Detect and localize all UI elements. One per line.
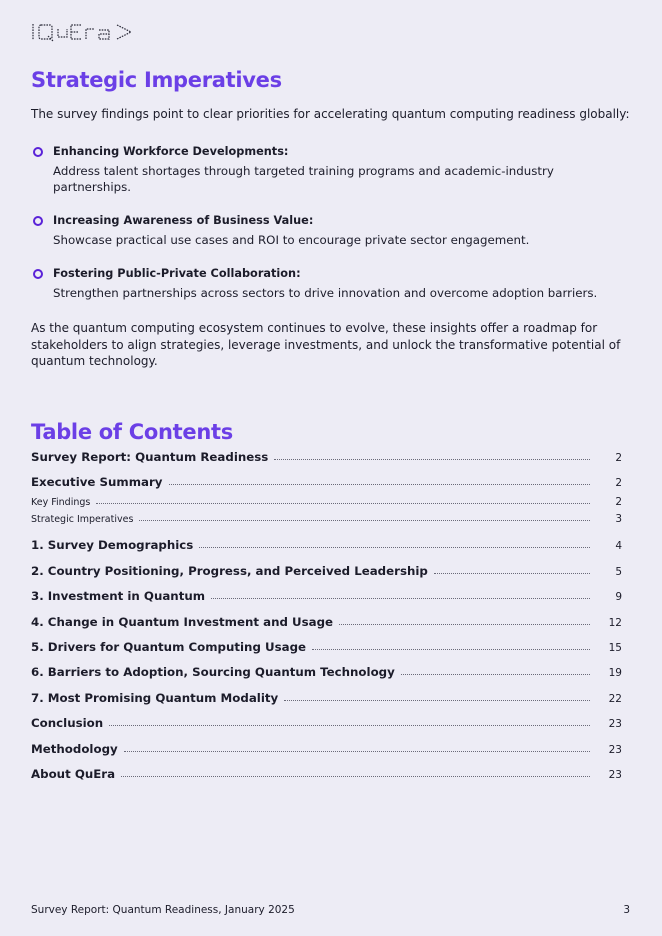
toc-leader bbox=[312, 649, 590, 650]
toc-entry-label: About QuEra bbox=[31, 767, 116, 781]
toc-entry[interactable] bbox=[31, 691, 622, 705]
toc-entry-page: 2 bbox=[615, 496, 622, 508]
toc-entry-page: 19 bbox=[608, 667, 622, 679]
toc-entry[interactable] bbox=[31, 742, 622, 756]
toc-entry[interactable] bbox=[31, 589, 622, 603]
list-item bbox=[31, 214, 631, 248]
toc-entry-label: 5. Drivers for Quantum Computing Usage bbox=[31, 640, 307, 654]
toc-heading: Table of Contents bbox=[31, 420, 233, 444]
toc-leader bbox=[211, 598, 590, 599]
toc-entry[interactable] bbox=[31, 450, 622, 464]
toc-leader bbox=[434, 573, 590, 574]
toc-entry-page: 2 bbox=[615, 452, 622, 464]
toc-entry[interactable] bbox=[31, 640, 622, 654]
toc-leader bbox=[96, 503, 590, 504]
toc-leader bbox=[274, 459, 590, 460]
toc-entry-label: 7. Most Promising Quantum Modality bbox=[31, 691, 279, 705]
toc-leader bbox=[121, 776, 590, 777]
toc-entry-label: Methodology bbox=[31, 742, 118, 756]
toc-entry-label: Conclusion bbox=[31, 716, 104, 730]
toc-entry-label: 4. Change in Quantum Investment and Usage bbox=[31, 615, 334, 629]
toc-entry-page: 2 bbox=[615, 477, 622, 489]
list-item bbox=[31, 267, 631, 301]
toc-leader bbox=[339, 624, 590, 625]
footer-report-title: Survey Report: Quantum Readiness, January 2025 bbox=[31, 904, 295, 916]
toc-entry-page: 22 bbox=[608, 693, 622, 705]
toc-leader bbox=[109, 725, 590, 726]
toc-entry[interactable] bbox=[31, 665, 622, 679]
toc-entry[interactable] bbox=[31, 513, 622, 525]
strategic-imperatives-heading: Strategic Imperatives bbox=[31, 68, 282, 92]
bullet-title: Increasing Awareness of Business Value: bbox=[53, 214, 314, 227]
bullet-ring-icon bbox=[33, 147, 43, 157]
toc-entry-label: 6. Barriers to Adoption, Sourcing Quantum Technology bbox=[31, 665, 395, 679]
toc-entry[interactable] bbox=[31, 767, 622, 781]
footer-page-number: 3 bbox=[623, 904, 630, 916]
page-footer bbox=[31, 904, 630, 916]
bullet-ring-icon bbox=[33, 269, 43, 279]
bullet-description: Address talent shortages through targeted training programs and academic-industry partnerships. bbox=[53, 164, 554, 194]
toc-entry[interactable] bbox=[31, 716, 622, 730]
toc-entry-label: Strategic Imperatives bbox=[31, 514, 134, 525]
bullet-description: Strengthen partnerships across sectors to drive innovation and overcome adoption barriers. bbox=[53, 286, 598, 300]
quera-logo bbox=[31, 22, 135, 42]
toc-entry-page: 9 bbox=[615, 591, 622, 603]
toc-entry-page: 4 bbox=[615, 540, 622, 552]
toc-leader bbox=[139, 520, 590, 521]
bullet-ring-icon bbox=[33, 216, 43, 226]
toc-entry-page: 12 bbox=[608, 617, 622, 629]
toc-entry[interactable] bbox=[31, 475, 622, 489]
toc-entry[interactable] bbox=[31, 564, 622, 578]
toc-leader bbox=[124, 751, 590, 752]
toc-entry-page: 23 bbox=[608, 718, 622, 730]
list-item bbox=[31, 145, 631, 195]
toc-entry-page: 3 bbox=[615, 513, 622, 525]
toc-entry[interactable] bbox=[31, 496, 622, 508]
bullet-description: Showcase practical use cases and ROI to encourage private sector engagement. bbox=[53, 233, 530, 247]
toc-leader bbox=[199, 547, 590, 548]
toc-entry-label: 1. Survey Demographics bbox=[31, 538, 194, 552]
toc-leader bbox=[284, 700, 590, 701]
toc-entry-page: 23 bbox=[608, 769, 622, 781]
toc-leader bbox=[401, 674, 590, 675]
toc-leader bbox=[169, 484, 591, 485]
toc-entry-label: 2. Country Positioning, Progress, and Perceived Leadership bbox=[31, 564, 428, 578]
bullet-title: Fostering Public-Private Collaboration: bbox=[53, 267, 301, 280]
closing-paragraph: As the quantum computing ecosystem continues to evolve, these insights offer a roadmap for stakeholders to align strategies, leverage investments, and unlock the transformative potential of quantum technology. bbox=[31, 321, 621, 368]
toc-entry-label: 3. Investment in Quantum bbox=[31, 589, 206, 603]
toc-entry[interactable] bbox=[31, 615, 622, 629]
toc-entry-label: Executive Summary bbox=[31, 475, 163, 489]
bullet-title: Enhancing Workforce Developments: bbox=[53, 145, 289, 158]
toc-entry-label: Survey Report: Quantum Readiness bbox=[31, 450, 269, 464]
toc-entry-label: Key Findings bbox=[31, 497, 91, 508]
intro-text: The survey findings point to clear priorities for accelerating quantum computing readiness globally: bbox=[31, 107, 630, 121]
toc-entry-page: 5 bbox=[615, 566, 622, 578]
toc-entry-page: 15 bbox=[608, 642, 622, 654]
toc-entry-page: 23 bbox=[608, 744, 622, 756]
toc-entry[interactable] bbox=[31, 538, 622, 552]
